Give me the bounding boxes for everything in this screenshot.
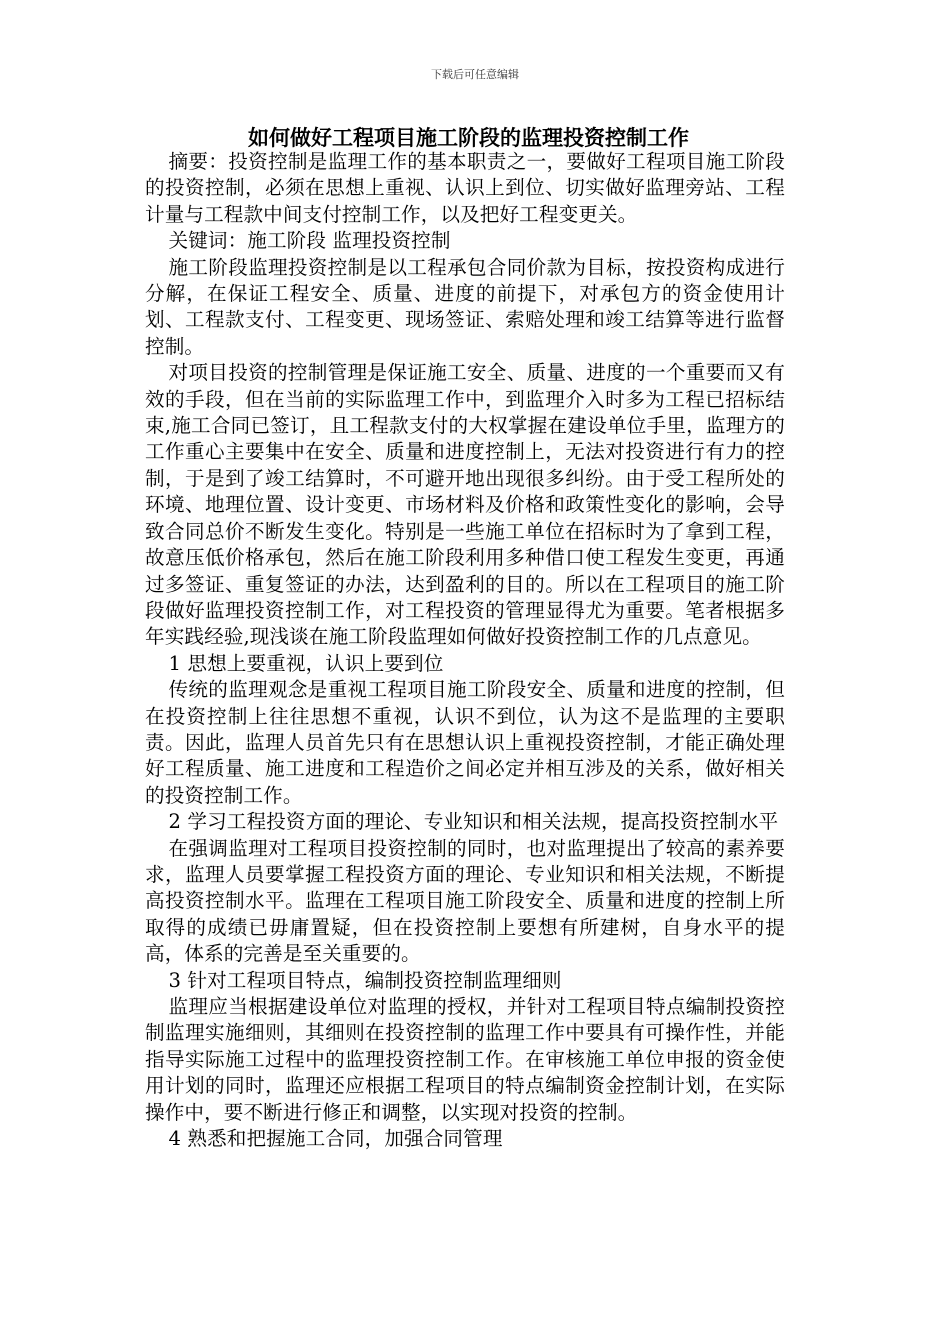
document-body (145, 149, 785, 1152)
section-heading: 2 学习工程投资方面的理论、专业知识和相关法规，提高投资控制水平 (168, 810, 779, 834)
body-paragraph: 传统的监理观念是重视工程项目施工阶段安全、质量和进度的控制，但在投资控制上往往思想不重视，认识不到位，认为这不是监理的主要职责。因此，监理人员首先只有在思想认识上重视投资控制，才能正确处理好工程质量、施工进度和工程造价之间必定并相互涉及的关系，做好相关的投资控制工作。 (145, 678, 785, 807)
section-heading: 3 针对工程项目特点，编制投资控制监理细则 (168, 968, 562, 992)
body-paragraph: 在强调监理对工程项目投资控制的同时，也对监理提出了较高的素养要求，监理人员要掌握工程投资方面的理论、专业知识和相关法规，不断提高投资控制水平。监理在工程项目施工阶段安全、质量和进度的控制上所取得的成绩已毋庸置疑，但在投资控制上要想有所建树，自身水平的提高，体系的完善是至关重要的。 (145, 836, 785, 966)
header-note: 下载后可任意编辑 (431, 68, 519, 81)
section-heading: 1 思想上要重视，认识上要到位 (168, 651, 444, 675)
document-title: 如何做好工程项目施工阶段的监理投资控制工作 (248, 126, 689, 150)
keywords-paragraph: 关键词：施工阶段 监理投资控制 (168, 229, 451, 253)
body-paragraph: 施工阶段监理投资控制是以工程承包合同价款为目标，按投资构成进行分解，在保证工程安全、质量、进度的前提下，对承包方的资金使用计划、工程款支付、工程变更、现场签证、索赔处理和竣工结算等进行监督控制。 (145, 255, 785, 358)
body-paragraph: 对项目投资的控制管理是保证施工安全、质量、进度的一个重要而又有效的手段，但在当前的实际监理工作中，到监理介入时多为工程已招标结束,施工合同已签订，且工程款支付的大权掌握在建设单位手里，监理方的工作重心主要集中在安全、质量和进度控制上，无法对投资进行有力的控制，于是到了竣工结算时，不可避开地出现很多纠纷。由于受工程所处的环境、地理位置、设计变更、市场材料及价格和政策性变化的影响，会导致合同总价不断发生变化。特别是一些施工单位在招标时为了拿到工程，故意压低价格承包，然后在施工阶段利用多种借口使工程发生变更，再通过多签证、重复签证的办法，达到盈利的目的。所以在工程项目的施工阶段做好监理投资控制工作，对工程投资的管理显得尤为重要。笔者根据多年实践经验,现浅谈在施工阶段监理如何做好投资控制工作的几点意见。 (145, 361, 785, 649)
body-paragraph: 监理应当根据建设单位对监理的授权，并针对工程项目特点编制投资控制监理实施细则，其细则在投资控制的监理工作中要具有可操作性，并能指导实际施工过程中的监理投资控制工作。在审核施工单位申报的资金使用计划的同时，监理还应根据工程项目的特点编制资金控制计划，在实际操作中，要不断进行修正和调整，以实现对投资的控制。 (145, 995, 785, 1124)
section-heading: 4 熟悉和把握施工合同，加强合同管理 (168, 1127, 503, 1151)
abstract-paragraph: 摘要：投资控制是监理工作的基本职责之一，要做好工程项目施工阶段的投资控制，必须在思想上重视、认识上到位、切实做好监理旁站、工程计量与工程款中间支付控制工作，以及把好工程变更关。 (145, 150, 785, 226)
